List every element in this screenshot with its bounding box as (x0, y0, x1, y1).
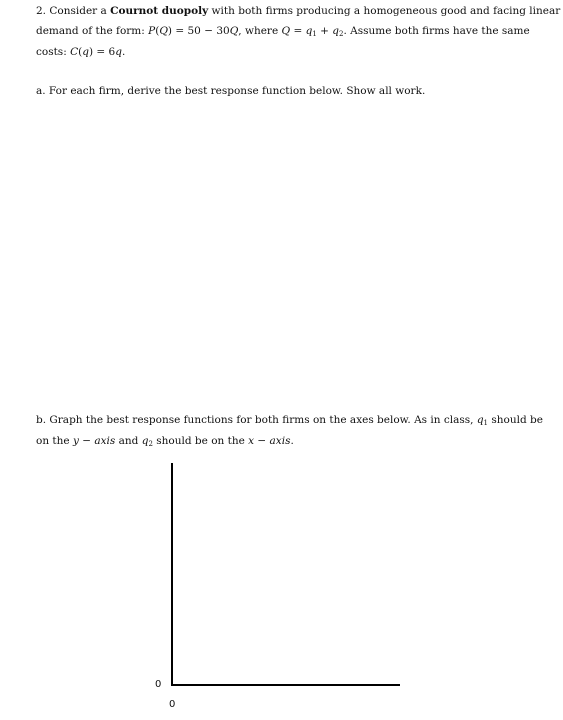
y-axis (171, 463, 173, 685)
x-origin-label: 0 (169, 699, 176, 710)
part-a-prompt: a. For each firm, derive the best response function below. Show all work. (36, 85, 426, 97)
part-b-line-1: b. Graph the best response functions for both firms on the axes below. As in class, $q_1$ should be (36, 414, 543, 427)
x-axis (171, 684, 400, 686)
problem-line-2: demand of the form: P(Q) = 50 − 30Q, where $Q = q_1 + q_2$. Assume both firms have the same (36, 25, 530, 38)
problem-line-1: 2. Consider a Cournot duopoly with both firms producing a homogeneous good and facing linear (36, 5, 561, 17)
cournot-duopoly-term: Cournot duopoly (110, 5, 209, 17)
part-b-line-2: on the y − axis and $q_2$ should be on the x − axis. (36, 435, 294, 448)
problem-line-3: costs: C(q) = 6q. (36, 46, 126, 58)
y-origin-label: 0 (155, 679, 162, 690)
